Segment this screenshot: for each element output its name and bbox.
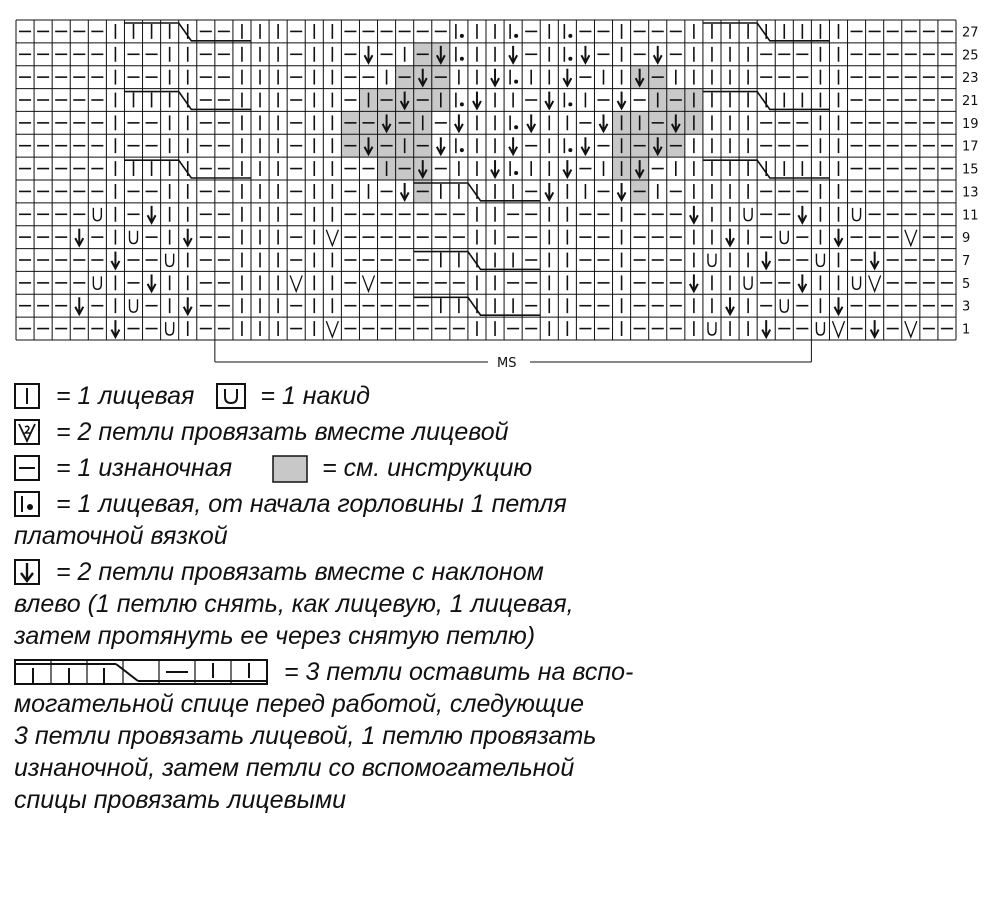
legend (14, 380, 994, 816)
row-number: 23 (962, 71, 979, 87)
chart-grid (0, 0, 1000, 372)
row-number: 21 (962, 94, 979, 109)
legend-knit-row (14, 380, 994, 412)
knit-dot-symbol-icon (14, 491, 40, 517)
k2tog-stitch (362, 275, 374, 291)
knit-dot-mark (460, 148, 464, 152)
legend-dot-knit-text: = 1 лицевая, от начала горловины 1 петля (56, 490, 567, 518)
legend-cable-row (14, 656, 994, 688)
legend-ssk-cont-2: затем протянуть ее через снятую петлю) (14, 622, 536, 650)
yarn-over-stitch (93, 208, 101, 221)
row-number: 1 (962, 322, 971, 338)
ms-label: MS (497, 356, 517, 371)
yarn-over-stitch (816, 322, 824, 335)
legend-cable-cont-1: могательной спице перед работой, следующие (14, 690, 585, 718)
yarn-over-stitch (853, 208, 861, 221)
knit-dot-mark (514, 80, 518, 84)
knit-dot-mark (568, 34, 572, 38)
legend-k2tog-text: = 2 петли провязать вместе лицевой (56, 418, 509, 446)
yarn-over-stitch (780, 299, 788, 312)
knit-dot-mark (460, 57, 464, 61)
row-number: 9 (962, 231, 971, 247)
k2tog-stitch (326, 230, 338, 246)
legend-knit-text: = 1 лицевая (56, 382, 195, 410)
yarn-over-stitch (166, 322, 174, 335)
legend-dot-knit-cont: платочной вязкой (14, 522, 228, 550)
k2tog-stitch (905, 321, 917, 337)
k2tog-symbol-icon (14, 419, 40, 445)
shaded-symbol-icon (272, 455, 308, 483)
row-number: 13 (962, 185, 979, 201)
k2tog-stitch (905, 230, 917, 246)
legend-yarn-over-text: = 1 накид (260, 382, 370, 410)
row-number: 19 (962, 116, 979, 132)
yarn-over-stitch (130, 299, 138, 312)
knit-dot-mark (568, 148, 572, 152)
legend-cable-text: = 3 петли оставить на вспо- (284, 658, 634, 686)
row-number: 7 (962, 254, 971, 269)
legend-ssk-text: = 2 петли провязать вместе с наклоном (56, 558, 544, 586)
yarn-over-stitch (130, 231, 138, 244)
k2tog-stitch (290, 275, 302, 291)
knit-dot-mark (514, 34, 518, 38)
legend-purl-row (14, 452, 994, 484)
legend-ssk-row (14, 556, 994, 588)
row-number: 11 (962, 208, 979, 224)
knit-dot-mark (514, 125, 518, 129)
row-number: 15 (962, 162, 979, 178)
legend-purl-text: = 1 изнаночная (56, 454, 233, 482)
legend-cable-cont-3: изнаночной, затем петли со вспомогательной (14, 754, 575, 782)
yarn-over-symbol-icon (216, 383, 246, 409)
knit-symbol-icon (14, 383, 40, 409)
purl-symbol-icon (14, 455, 40, 481)
legend-ssk-cont-1: влево (1 петлю снять, как лицевую, 1 лицевая, (14, 590, 574, 618)
yarn-over-stitch (780, 231, 788, 244)
cable-symbol-icon (14, 659, 268, 685)
row-number: 27 (962, 25, 979, 41)
yarn-over-stitch (816, 254, 824, 267)
row-number: 25 (962, 48, 979, 64)
legend-cable-cont-4: спицы провязать лицевыми (14, 786, 347, 814)
yarn-over-stitch (708, 254, 716, 267)
legend-shaded-text: = см. инструкцию (322, 454, 533, 482)
yarn-over-stitch (744, 208, 752, 221)
legend-cable-cont-2: 3 петли провязать лицевой, 1 петлю провязать (14, 722, 597, 750)
k2tog-stitch (869, 275, 881, 291)
knit-dot-mark (514, 171, 518, 175)
knitting-chart (0, 0, 1000, 372)
row-number: 17 (962, 139, 979, 155)
knit-dot-mark (460, 34, 464, 38)
yarn-over-stitch (93, 276, 101, 289)
yarn-over-stitch (166, 254, 174, 267)
knit-dot-mark (568, 102, 572, 106)
row-number: 5 (962, 276, 971, 292)
legend-dot-knit-row (14, 488, 994, 520)
knit-dot-mark (460, 102, 464, 106)
k2tog-stitch (832, 321, 844, 337)
yarn-over-stitch (708, 322, 716, 335)
k2tog-stitch (326, 321, 338, 337)
yarn-over-stitch (744, 276, 752, 289)
knit-dot-mark (568, 57, 572, 61)
legend-k2tog-row (14, 416, 994, 448)
ssk-arrow-symbol-icon (14, 559, 40, 585)
row-number: 3 (962, 299, 971, 315)
yarn-over-stitch (853, 276, 861, 289)
